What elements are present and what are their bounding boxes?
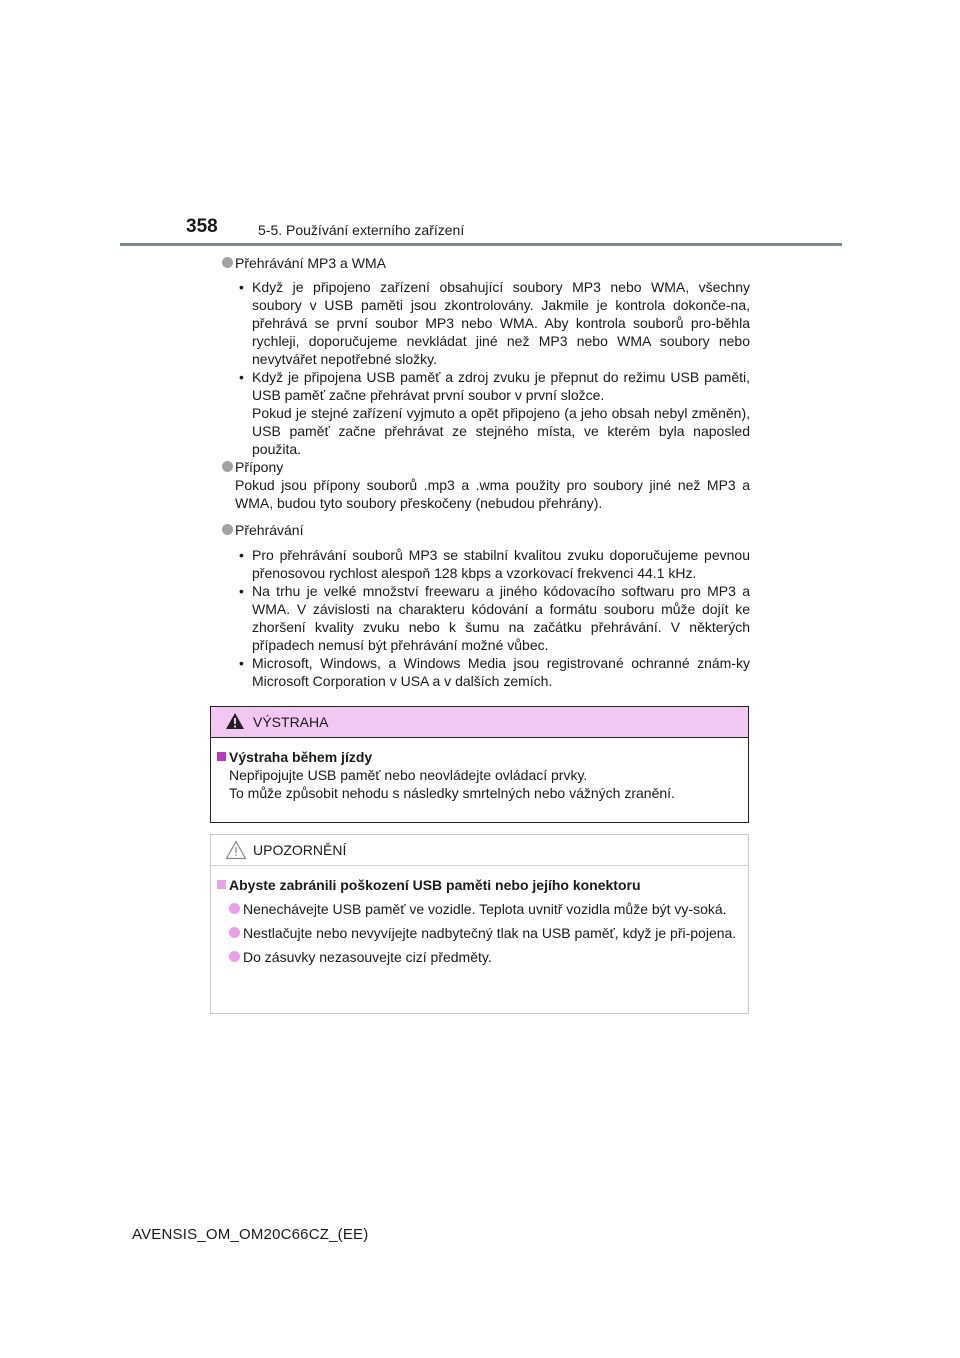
playback-item: • Pro přehrávání souborů MP3 se stabilní kvalitou zvuku doporučujeme pevnou přenosovou rychlost alespoň 128 kbps a vzorkovací frekvenci 44.1 kHz. xyxy=(239,547,750,581)
warning-text-line: To může způsobit nehodu s následky smrtelných nebo vážných zranění. xyxy=(229,785,675,801)
mp3-wma-item: • Když je připojena USB paměť a zdroj zvuku je přepnut do režimu USB paměti, USB paměť začne přehrávat první soubor v první složce. xyxy=(239,369,750,403)
caution-label: UPOZORNĚNÍ xyxy=(253,842,347,858)
mp3-wma-item: • Když je připojeno zařízení obsahující soubory MP3 nebo WMA, všechny soubory v USB paměti jsou zkontrolovány. Jakmile je kontrola dokonče-na, přehrává se první soubor MP3 nebo WMA. Aby kontrola souborů pro-běhla rychleji, doporučujeme nevkládat jiné než MP3 nebo WMA soubory nebo nevytvářet nepotřebné složky. xyxy=(239,279,750,367)
playback-item: • Microsoft, Windows, a Windows Media jsou registrované ochranné znám-ky Microsoft Corporation v USA a v dalších zemích. xyxy=(239,655,750,689)
warning-body xyxy=(211,738,748,802)
playback-item: • Na trhu je velké množství freewaru a jiného kódovacího softwaru pro MP3 a WMA. V závislosti na charakteru kódování a formátu souboru může dojít ke zhoršení kvality zvuku nebo k šumu na začátku přehrávání. V některých případech nemusí být přehrávání možné vůbec. xyxy=(239,583,750,653)
extensions-text: Pokud jsou přípony souborů .mp3 a .wma použity pro soubory jiné než MP3 a WMA, budou tyto soubory přeskočeny (nebudou přehrány). xyxy=(235,477,750,511)
warning-label: VÝSTRAHA xyxy=(253,714,329,730)
header-divider xyxy=(120,243,842,246)
document-code: AVENSIS_OM_OM20C66CZ_(EE) xyxy=(132,1226,369,1243)
square-bullet-icon xyxy=(217,880,226,889)
caution-item: Nenechávejte USB paměť ve vozidle. Teplota uvnitř vozidla může být vy-soká. xyxy=(217,900,742,918)
square-bullet-icon xyxy=(217,752,226,761)
caution-header xyxy=(211,835,748,866)
playback-heading: Přehrávání xyxy=(222,521,750,539)
caution-heading: Abyste zabránili poškození USB paměti nebo jejího konektoru xyxy=(217,876,742,894)
section-title: 5-5. Používání externího zařízení xyxy=(258,222,465,238)
bullet-circle-icon xyxy=(222,461,233,472)
caution-body xyxy=(211,866,748,966)
caution-triangle-icon xyxy=(225,840,247,860)
caution-item: Nestlačujte nebo nevyvíjejte nadbytečný tlak na USB paměť, když je při-pojena. xyxy=(217,924,742,942)
bullet-circle-icon xyxy=(222,257,233,268)
bullet-circle-icon xyxy=(229,903,240,914)
mp3-wma-heading: Přehrávání MP3 a WMA xyxy=(222,254,750,272)
bullet-circle-icon xyxy=(229,951,240,962)
warning-text-line: Nepřipojujte USB paměť nebo neovládejte ovládací prvky. xyxy=(229,767,588,783)
warning-box xyxy=(210,706,749,823)
warning-triangle-icon xyxy=(225,712,245,730)
mp3-wma-continuation: Pokud je stejné zařízení vyjmuto a opět připojeno (a jeho obsah nebyl změněn), USB paměť začne přehrávat ze stejného místa, ve kterém byla naposled použita. xyxy=(252,405,750,457)
warning-heading: Výstraha během jízdy xyxy=(217,748,742,766)
page-number: 358 xyxy=(186,216,218,237)
bullet-circle-icon xyxy=(222,524,233,535)
extensions-heading: Přípony xyxy=(222,458,750,476)
warning-header xyxy=(211,707,748,738)
caution-box xyxy=(210,834,749,1014)
bullet-circle-icon xyxy=(229,927,240,938)
caution-item: Do zásuvky nezasouvejte cizí předměty. xyxy=(217,948,742,966)
main-content xyxy=(222,254,750,690)
